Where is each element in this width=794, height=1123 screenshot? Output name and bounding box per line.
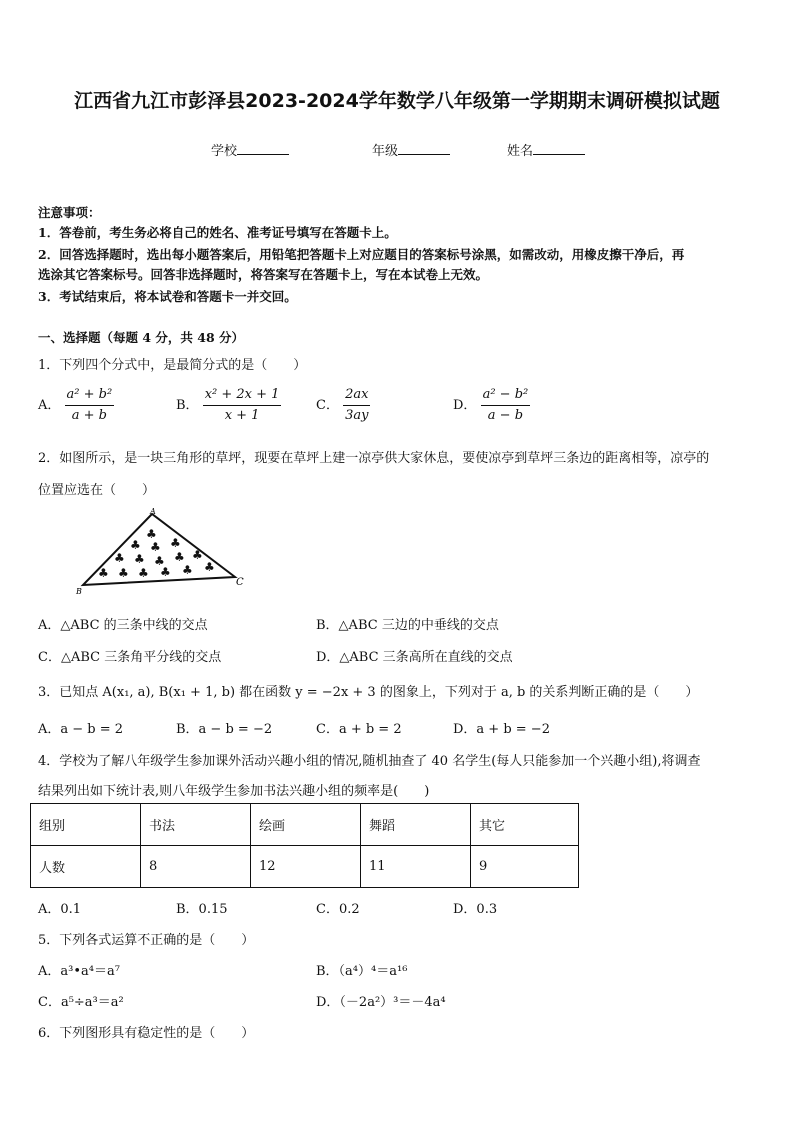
q6-stem: 6．下列图形具有稳定性的是（ ） bbox=[38, 1026, 255, 1041]
q3-option-a: A．a − b = 2 bbox=[38, 722, 124, 737]
q1-option-d bbox=[453, 387, 530, 424]
notice-item-1: 1．答卷前，考生务必将自己的姓名、准考证号填写在答题卡上。 bbox=[38, 225, 397, 240]
q3-option-b: B．a − b = −2 bbox=[176, 722, 273, 737]
q5-option-c: C．a⁵÷a³＝a² bbox=[38, 995, 124, 1010]
notice-item-2a: 2．回答选择题时，选出每小题答案后，用铅笔把答题卡上对应题目的答案标号涂黑，如需改动，用橡皮擦干净后，再 bbox=[38, 247, 685, 262]
q4-stem-line1: 4．学校为了解八年级学生参加课外活动兴趣小组的情况,随机抽查了 40 名学生(每人只能参加一个兴趣小组),将调查 bbox=[38, 754, 701, 769]
table-cell: 9 bbox=[471, 846, 579, 888]
school-blank bbox=[237, 142, 289, 155]
section-heading: 一、选择题（每题 4 分，共 48 分） bbox=[38, 330, 245, 345]
svg-text:♣: ♣ bbox=[170, 536, 181, 550]
notice-item-2b: 选涂其它答案标号。回答非选择题时，将答案写在答题卡上，写在本试卷上无效。 bbox=[38, 267, 489, 282]
q2-stem-line2: 位置应选在（ ） bbox=[38, 483, 156, 498]
q3-option-d: D．a + b = −2 bbox=[453, 722, 550, 737]
q4-option-c: C．0.2 bbox=[316, 902, 360, 917]
table-row bbox=[31, 846, 579, 888]
q1-c-fraction bbox=[343, 387, 370, 424]
q1-a-fraction bbox=[65, 387, 115, 424]
table-cell: 舞蹈 bbox=[361, 804, 471, 846]
q2-option-b: B．△ABC 三边的中垂线的交点 bbox=[316, 618, 499, 633]
name-blank bbox=[533, 142, 585, 155]
q1-d-denominator: a − b bbox=[487, 408, 524, 423]
page-title: 江西省九江市彭泽县2023-2024学年数学八年级第一学期期末调研模拟试题 bbox=[74, 90, 720, 112]
grass-tufts bbox=[98, 527, 215, 580]
name-field bbox=[507, 140, 585, 159]
svg-text:♣: ♣ bbox=[98, 566, 109, 580]
q1-option-a bbox=[38, 387, 114, 424]
q5-option-b: B．（a⁴）⁴＝a¹⁶ bbox=[316, 964, 408, 979]
svg-text:♣: ♣ bbox=[114, 551, 125, 565]
table-cell: 人数 bbox=[31, 846, 141, 888]
q5-stem: 5．下列各式运算不正确的是（ ） bbox=[38, 933, 255, 948]
table-cell: 8 bbox=[141, 846, 251, 888]
grade-field bbox=[372, 140, 450, 159]
q3-stem: 3．已知点 A(x₁, a), B(x₁ + 1, b) 都在函数 y = −2x + 3 的图象上，下列对于 a, b 的关系判断正确的是（ ） bbox=[38, 685, 699, 700]
svg-text:♣: ♣ bbox=[174, 550, 185, 564]
interest-group-table bbox=[30, 803, 579, 888]
table-cell: 12 bbox=[251, 846, 361, 888]
table-cell: 其它 bbox=[471, 804, 579, 846]
q1-c-label: C． bbox=[316, 398, 339, 413]
q1-b-fraction bbox=[203, 387, 282, 424]
svg-text:♣: ♣ bbox=[118, 566, 129, 580]
svg-text:♣: ♣ bbox=[182, 563, 193, 577]
q1-d-label: D． bbox=[453, 398, 477, 413]
vertex-a-label: A bbox=[150, 507, 156, 516]
school-label: 学校 bbox=[211, 144, 238, 159]
q1-b-numerator: x² + 2x + 1 bbox=[203, 387, 282, 406]
vertex-b-label: B bbox=[76, 587, 82, 596]
q1-stem: 1．下列四个分式中，是最简分式的是（ ） bbox=[38, 358, 307, 373]
svg-text:♣: ♣ bbox=[138, 566, 149, 580]
q1-d-fraction bbox=[481, 387, 531, 424]
q5-option-d: D．（－2a²）³＝－4a⁴ bbox=[316, 995, 446, 1010]
q5-option-a: A．a³•a⁴＝a⁷ bbox=[38, 964, 120, 979]
table-cell: 绘画 bbox=[251, 804, 361, 846]
svg-text:♣: ♣ bbox=[150, 540, 161, 554]
table-cell: 11 bbox=[361, 846, 471, 888]
q2-option-a: A．△ABC 的三条中线的交点 bbox=[38, 618, 208, 633]
svg-text:♣: ♣ bbox=[154, 554, 165, 568]
svg-text:♣: ♣ bbox=[192, 548, 203, 562]
svg-text:♣: ♣ bbox=[134, 552, 145, 566]
q1-d-numerator: a² − b² bbox=[481, 387, 531, 406]
school-field bbox=[211, 140, 289, 159]
q2-option-c: C．△ABC 三条角平分线的交点 bbox=[38, 650, 222, 665]
grade-label: 年级 bbox=[372, 144, 399, 159]
q4-option-b: B．0.15 bbox=[176, 902, 228, 917]
svg-text:♣: ♣ bbox=[130, 538, 141, 552]
q2-option-d: D．△ABC 三条高所在直线的交点 bbox=[316, 650, 513, 665]
svg-text:♣: ♣ bbox=[204, 560, 215, 574]
svg-text:♣: ♣ bbox=[146, 527, 157, 541]
svg-text:♣: ♣ bbox=[160, 565, 171, 579]
q1-a-denominator: a + b bbox=[71, 408, 107, 423]
q1-c-denominator: 3ay bbox=[345, 408, 369, 423]
table-header-row bbox=[31, 804, 579, 846]
notice-item-3: 3．考试结束后，将本试卷和答题卡一并交回。 bbox=[38, 289, 297, 304]
q1-option-c bbox=[316, 387, 370, 424]
notice-heading: 注意事项： bbox=[38, 205, 101, 220]
triangle-lawn-figure bbox=[70, 505, 250, 597]
q1-option-b bbox=[176, 387, 281, 424]
q3-option-c: C．a + b = 2 bbox=[316, 722, 402, 737]
q1-a-numerator: a² + b² bbox=[65, 387, 115, 406]
grade-blank bbox=[398, 142, 450, 155]
q1-a-label: A． bbox=[38, 398, 61, 413]
q4-option-d: D．0.3 bbox=[453, 902, 498, 917]
q2-stem-line1: 2．如图所示，是一块三角形的草坪，现要在草坪上建一凉亭供大家休息，要使凉亭到草坪三条边的距离相等，凉亭的 bbox=[38, 451, 710, 466]
vertex-c-label: C bbox=[236, 577, 244, 588]
q1-c-numerator: 2ax bbox=[343, 387, 370, 406]
q4-stem-line2: 结果列出如下统计表,则八年级学生参加书法兴趣小组的频率是( ) bbox=[38, 784, 430, 799]
table-cell: 组别 bbox=[31, 804, 141, 846]
q1-b-denominator: x + 1 bbox=[224, 408, 260, 423]
q4-option-a: A．0.1 bbox=[38, 902, 82, 917]
name-label: 姓名 bbox=[507, 144, 534, 159]
table-cell: 书法 bbox=[141, 804, 251, 846]
q1-b-label: B． bbox=[176, 398, 199, 413]
